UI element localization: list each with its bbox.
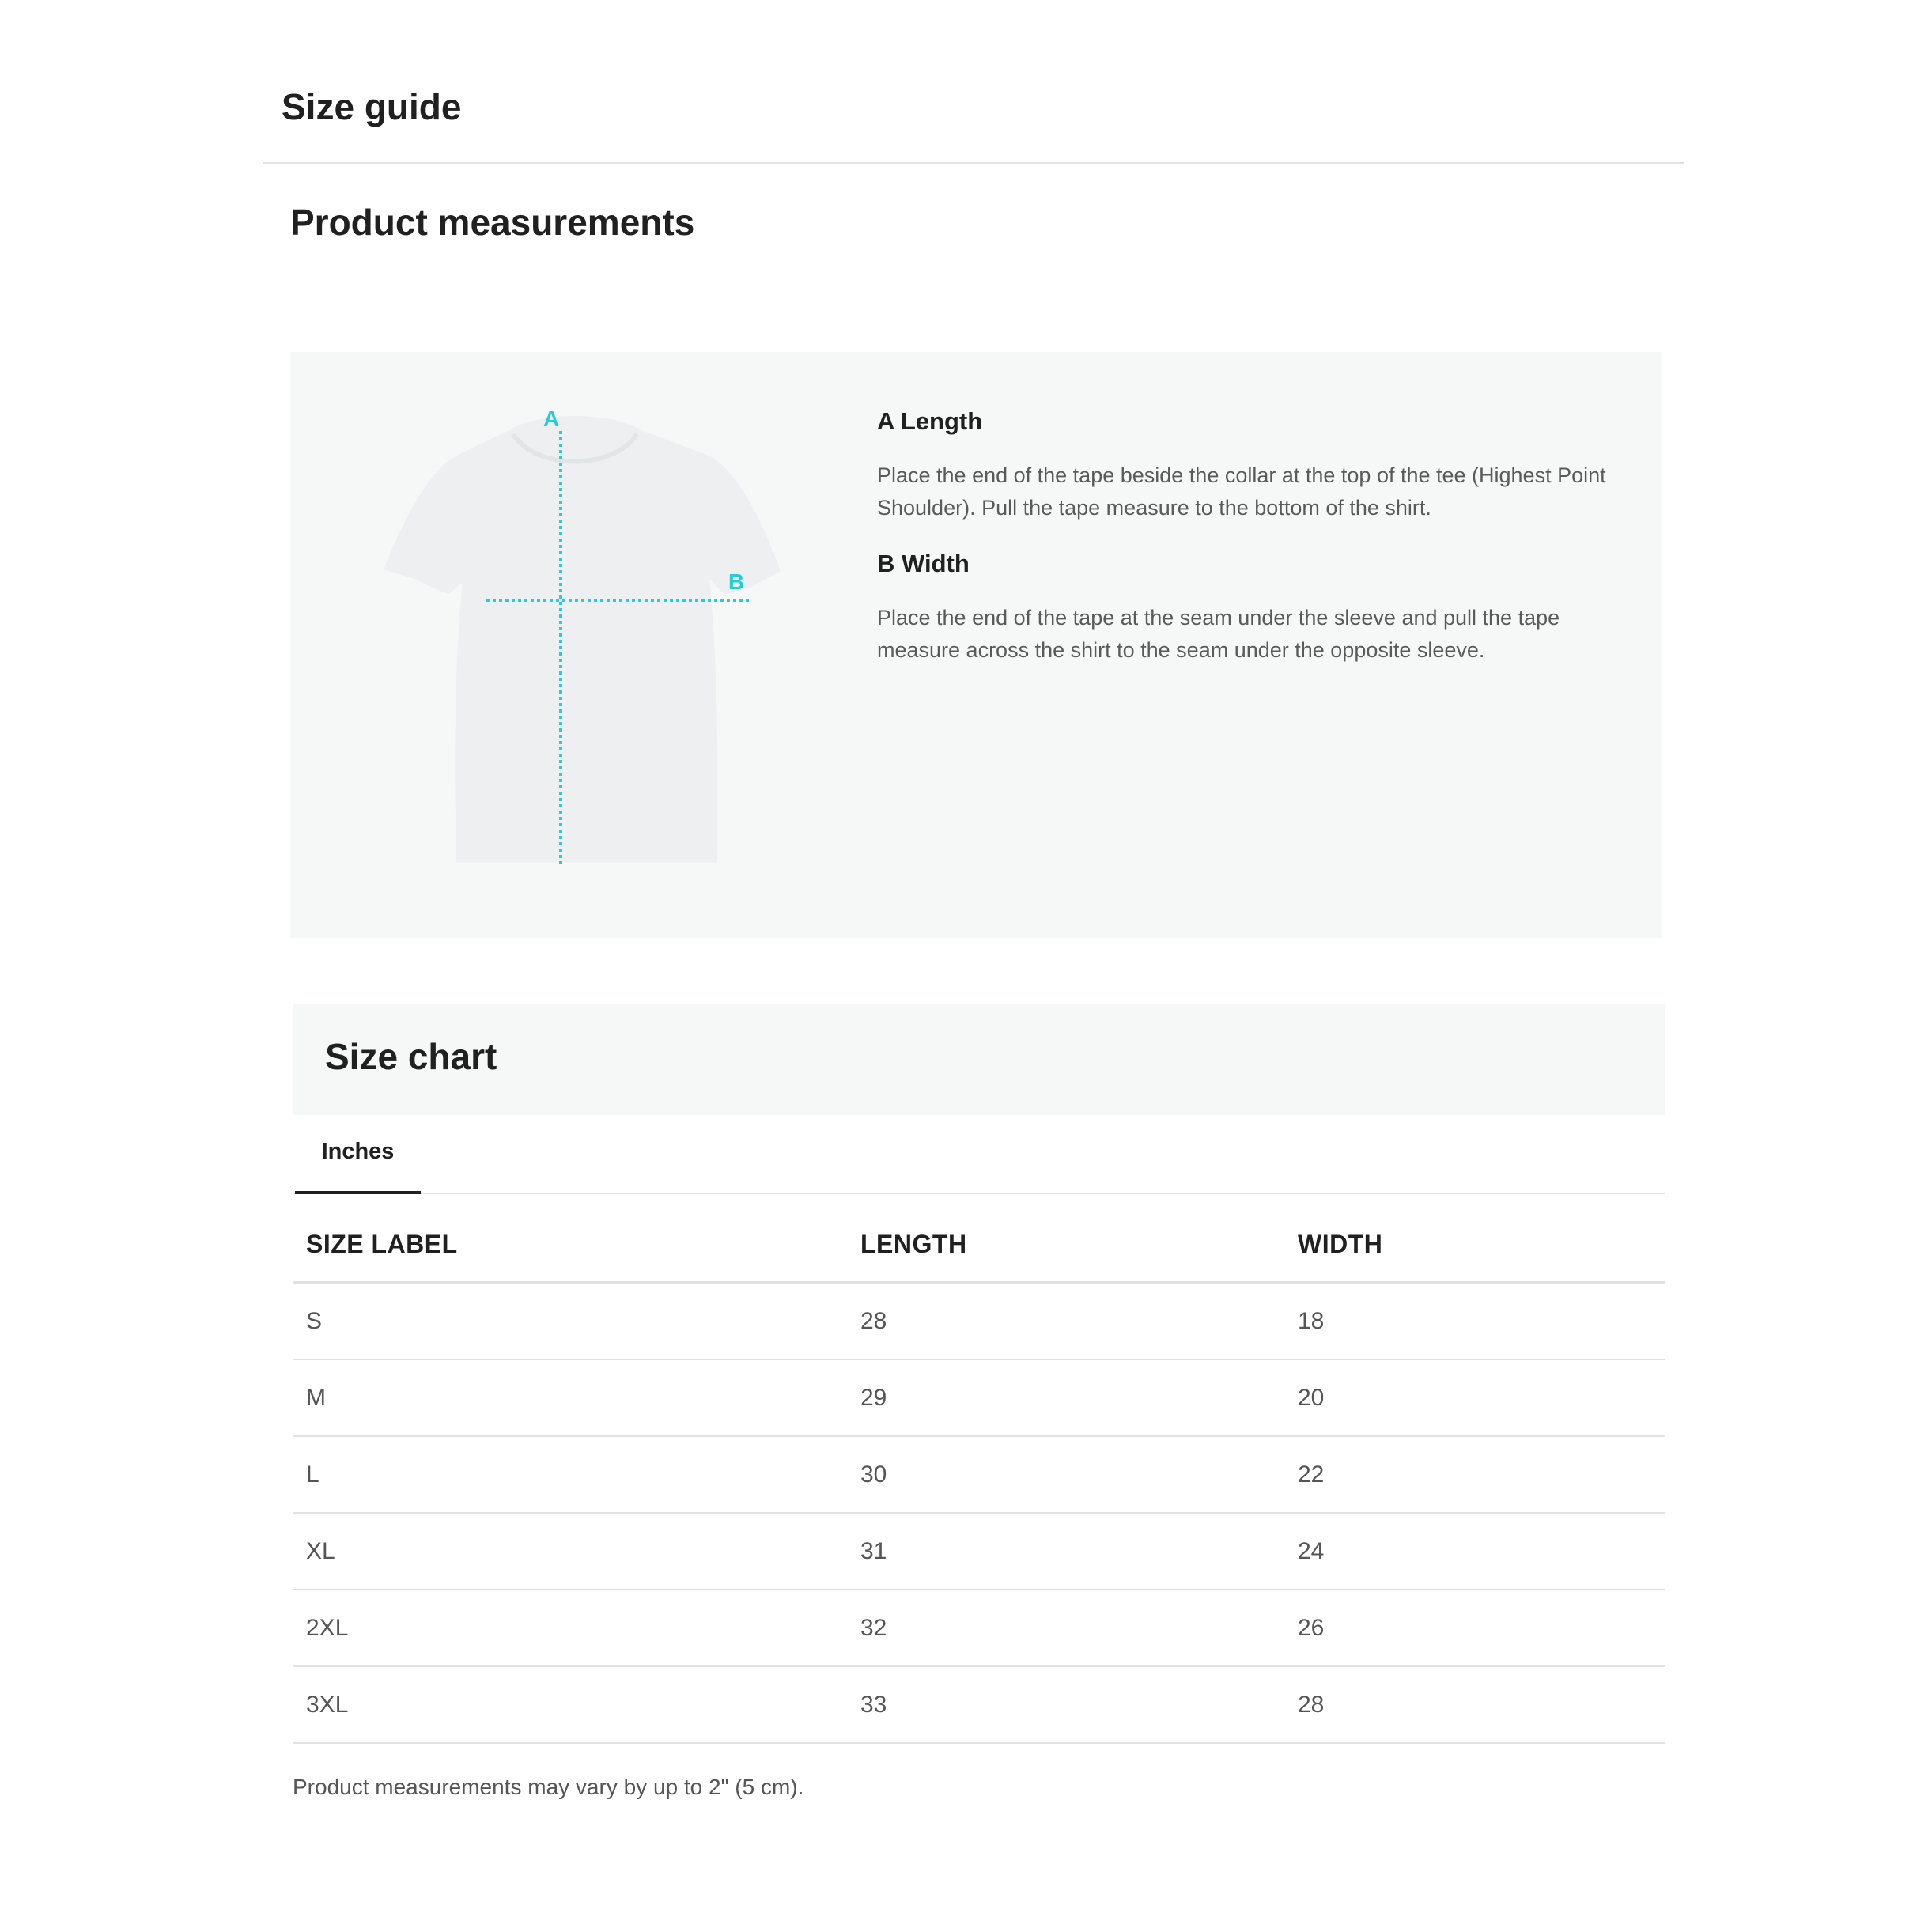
unit-tab-bar <box>293 1115 1665 1194</box>
measurements-panel <box>290 352 1662 938</box>
measurement-footnote: Product measurements may vary by up to 2" (5 cm). <box>293 1775 804 1799</box>
width-cell: 20 <box>1284 1359 1665 1436</box>
tab-inches[interactable]: Inches <box>295 1115 421 1194</box>
width-cell: 28 <box>1284 1666 1665 1743</box>
measurement-instructions <box>877 406 1613 690</box>
tshirt-measurement-diagram <box>354 399 828 890</box>
size-chart-header <box>293 1004 1665 1115</box>
tshirt-shape <box>384 416 781 863</box>
title-divider <box>263 162 1684 164</box>
size-label-cell: M <box>293 1359 847 1436</box>
width-description: Place the end of the tape at the seam under the sleeve and pull the tape measure across the shirt to the seam under the opposite sleeve. <box>877 606 1560 662</box>
length-cell: 32 <box>847 1590 1284 1666</box>
length-cell: 28 <box>847 1283 1284 1360</box>
width-cell: 22 <box>1284 1436 1665 1513</box>
width-cell: 18 <box>1284 1283 1665 1360</box>
size-label-cell: S <box>293 1283 847 1360</box>
table-header-row <box>293 1207 1665 1283</box>
label-b: B <box>728 569 745 594</box>
table-row <box>293 1436 1665 1513</box>
table-row <box>293 1590 1665 1666</box>
table-row <box>293 1666 1665 1743</box>
size-table <box>293 1207 1665 1744</box>
length-description: Place the end of the tape beside the collar at the top of the tee (Highest Point Shoulder). Pull the tape measure to the bottom of the shirt. <box>877 463 1606 520</box>
size-chart-title: Size chart <box>325 1036 497 1077</box>
table-row <box>293 1283 1665 1360</box>
column-header-width: WIDTH <box>1284 1207 1665 1283</box>
page-title: Size guide <box>282 86 462 127</box>
label-a: A <box>543 406 560 431</box>
measurements-section-title: Product measurements <box>290 202 695 243</box>
length-cell: 29 <box>847 1359 1284 1436</box>
size-label-cell: XL <box>293 1513 847 1590</box>
table-row <box>293 1513 1665 1590</box>
size-label-cell: 2XL <box>293 1590 847 1666</box>
length-heading: A Length <box>877 407 983 435</box>
size-label-cell: L <box>293 1436 847 1513</box>
column-header-length: LENGTH <box>847 1207 1284 1283</box>
size-label-cell: 3XL <box>293 1666 847 1743</box>
width-cell: 24 <box>1284 1513 1665 1590</box>
length-cell: 30 <box>847 1436 1284 1513</box>
width-cell: 26 <box>1284 1590 1665 1666</box>
length-cell: 31 <box>847 1513 1284 1590</box>
length-cell: 33 <box>847 1666 1284 1743</box>
table-row <box>293 1359 1665 1436</box>
column-header-size-label: SIZE LABEL <box>293 1207 847 1283</box>
width-heading: B Width <box>877 550 970 577</box>
